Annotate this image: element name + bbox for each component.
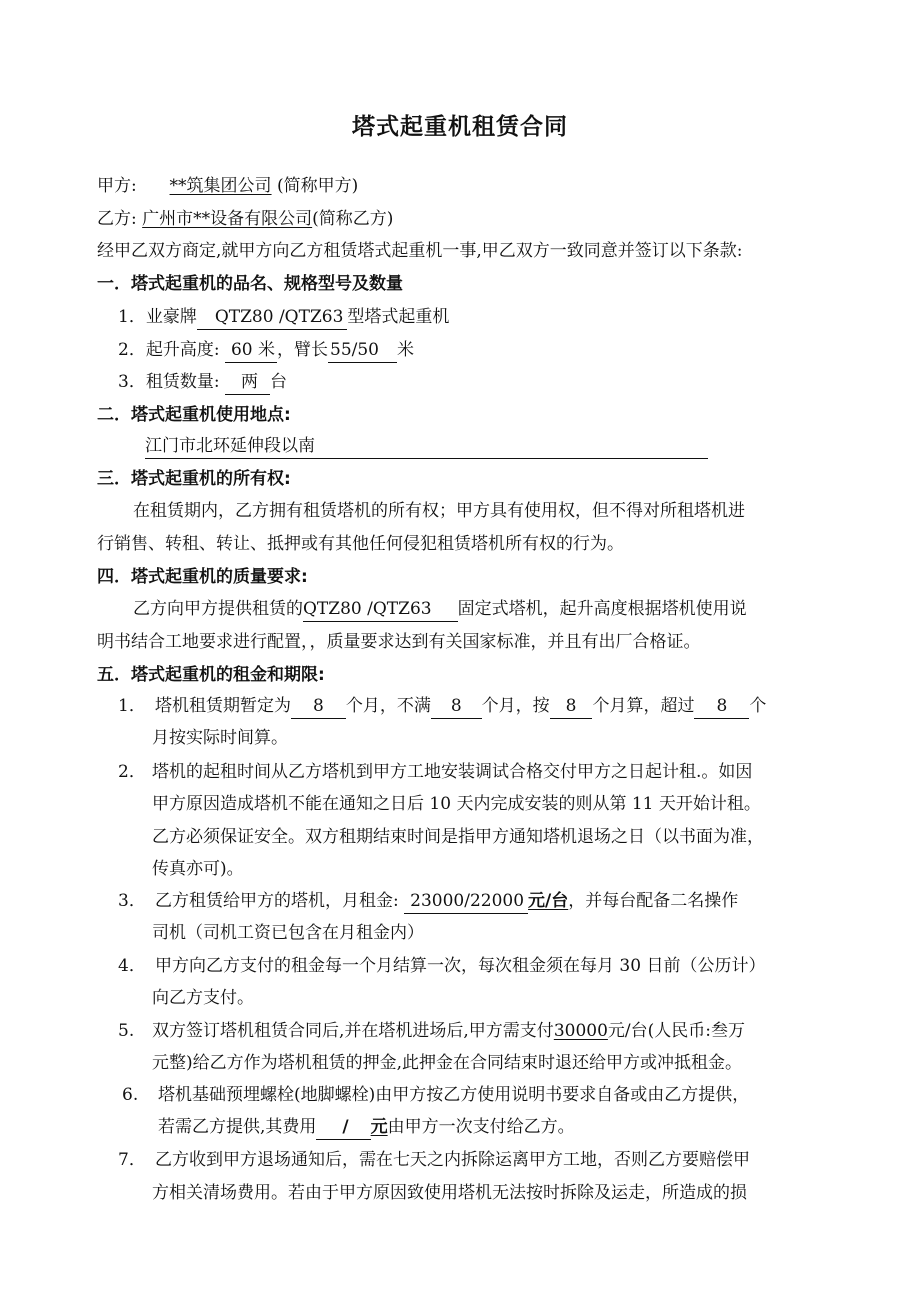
bolt-fee-unit: 元 <box>370 1117 388 1137</box>
i3-a: 乙方租赁给甲方的塔机，月租金: <box>155 891 399 911</box>
model-field: QTZ80 /QTZ63 <box>197 306 348 330</box>
item-1-1 <box>118 306 449 330</box>
monthly-rent-field: 23000/22000 <box>404 890 528 914</box>
section-2-heading: 二．塔式起重机使用地点: <box>97 405 291 425</box>
item-5-2-line-2: 甲方原因造成塔机不能在通知之日后 10 天内完成安装的则从第 11 天开始计租。 <box>152 794 761 814</box>
section-1-heading: 一．塔式起重机的品名、规格型号及数量 <box>97 274 403 294</box>
party-a-name: **筑集团公司 <box>169 176 272 196</box>
location-field: 江门市北环延伸段以南 <box>145 435 708 459</box>
item-5-6-number: 6. <box>122 1085 139 1105</box>
item-5-7-line-1: 乙方收到甲方退场通知后，需在七天之内拆除运离甲方工地，否则乙方要赔偿甲 <box>155 1150 750 1170</box>
s4-suffix: 固定式塔机，起升高度根据塔机使用说 <box>457 599 747 619</box>
item-5-5-line-1 <box>152 1020 745 1042</box>
item-5-6-line-1: 塔机基础预埋螺栓(地脚螺栓)由甲方按乙方使用说明书要求自备或由乙方提供， <box>158 1085 750 1105</box>
item-5-4-number: 4． <box>118 956 146 976</box>
party-a-note: (简称甲方) <box>276 176 359 196</box>
item-5-4-line-2: 向乙方支付。 <box>152 988 254 1008</box>
item-5-5-number: 5. <box>118 1021 135 1041</box>
i6-a: 若需乙方提供,其费用 <box>158 1117 317 1137</box>
min-term-field: 8 <box>431 695 482 719</box>
overtime-term-field: 8 <box>694 695 749 719</box>
item-5-4-line-1: 甲方向乙方支付的租金每一个月结算一次，每次租金须在每月 30 日前（公历计） <box>155 956 766 976</box>
item-1-1-prefix: 1．业豪牌 <box>118 307 197 327</box>
item-1-2-suffix: 米 <box>397 340 414 360</box>
lease-term-field: 8 <box>291 695 346 719</box>
i3-b: ，并每台配备二名操作 <box>568 891 739 911</box>
item-5-2-number: 2． <box>118 762 146 782</box>
i1-b: 个月，不满 <box>345 696 431 716</box>
item-1-3-prefix: 3．租赁数量: <box>118 372 220 392</box>
item-5-3-line-1 <box>155 890 738 914</box>
item-1-2-prefix: 2．起升高度: <box>118 340 220 360</box>
section-5-heading: 五．塔式起重机的租金和期限: <box>97 665 325 685</box>
item-5-3-line-2: 司机（司机工资已包含在月租金内） <box>152 923 424 943</box>
item-1-2-mid: ，臂长 <box>277 340 328 360</box>
item-5-2-line-3: 乙方必须保证安全。双方租期结束时间是指甲方通知塔机退场之日（以书面为准， <box>152 827 764 847</box>
location-line <box>145 435 708 459</box>
i5-b: 元/台(人民币:叁万 <box>607 1021 745 1041</box>
item-5-7-number: 7． <box>118 1150 146 1170</box>
party-a-line <box>97 175 358 197</box>
item-1-2 <box>118 339 414 363</box>
quantity-field: 两 <box>225 371 270 395</box>
deposit-field: 30000 <box>553 1021 608 1041</box>
party-b-label: 乙方: <box>97 209 137 229</box>
item-5-1-number: 1． <box>118 696 146 716</box>
bolt-fee-field: / <box>316 1116 370 1140</box>
s4-prefix: 乙方向甲方提供租赁的 <box>133 599 303 619</box>
item-5-1-line-1 <box>155 695 766 719</box>
s3-line-2: 行销售、转租、转让、抵押或有其他任何侵犯租赁塔机所有权的行为。 <box>97 534 624 554</box>
i5-a: 双方签订塔机租赁合同后,并在塔机进场后,甲方需支付 <box>152 1021 554 1041</box>
item-5-7-line-2: 方相关清场费用。若由于甲方原因致使用塔机无法按时拆除及运走，所造成的损 <box>152 1183 747 1203</box>
s4-line-2: 明书结合工地要求进行配置，，质量要求达到有关国家标准，并且有出厂合格证。 <box>97 632 701 652</box>
item-5-6-line-2 <box>158 1116 575 1140</box>
item-5-5-line-2: 元整)给乙方作为塔机租赁的押金,此押金在合同结束时退还给甲方或冲抵租金。 <box>152 1053 743 1073</box>
s4-model-field: QTZ80 /QTZ63 <box>303 598 458 622</box>
section-4-heading: 四．塔式起重机的质量要求: <box>97 567 308 587</box>
item-1-3-suffix: 台 <box>269 372 287 392</box>
section-3-heading: 三．塔式起重机的所有权: <box>97 469 291 489</box>
item-5-1-line-2: 月按实际时间算。 <box>152 728 288 748</box>
document-title: 塔式起重机租赁合同 <box>352 114 568 140</box>
i1-d: 个月算，超过 <box>592 696 695 716</box>
item-1-3 <box>118 371 287 395</box>
i1-a: 塔机租赁期暂定为 <box>155 696 291 716</box>
party-b-name: 广州市**设备有限公司 <box>142 209 313 229</box>
arm-length-field: 55/50 <box>328 339 397 363</box>
height-field: 60 米 <box>225 339 277 363</box>
rent-unit: 元/台 <box>528 891 569 911</box>
intro-text: 经甲乙双方商定,就甲方向乙方租赁塔式起重机一事,甲乙双方一致同意并签订以下条款: <box>97 241 743 261</box>
item-5-2-line-4: 传真亦可)。 <box>152 859 244 879</box>
i1-c: 个月，按 <box>481 696 550 716</box>
item-5-2-line-1: 塔机的起租时间从乙方塔机到甲方工地安装调试合格交付甲方之日起计租.。如因 <box>152 762 753 782</box>
party-a-label: 甲方: <box>97 176 137 196</box>
party-b-note: (简称乙方) <box>312 209 394 229</box>
i6-b: 由甲方一次支付给乙方。 <box>387 1117 575 1137</box>
s4-line-1 <box>133 598 747 622</box>
billed-term-field: 8 <box>550 695 593 719</box>
s3-line-1: 在租赁期内，乙方拥有租赁塔机的所有权；甲方具有使用权，但不得对所租塔机进 <box>133 501 745 521</box>
party-b-line <box>97 208 393 230</box>
item-1-1-suffix: 型塔式起重机 <box>347 307 450 327</box>
i1-e: 个 <box>749 696 767 716</box>
item-5-3-number: 3． <box>118 891 146 911</box>
